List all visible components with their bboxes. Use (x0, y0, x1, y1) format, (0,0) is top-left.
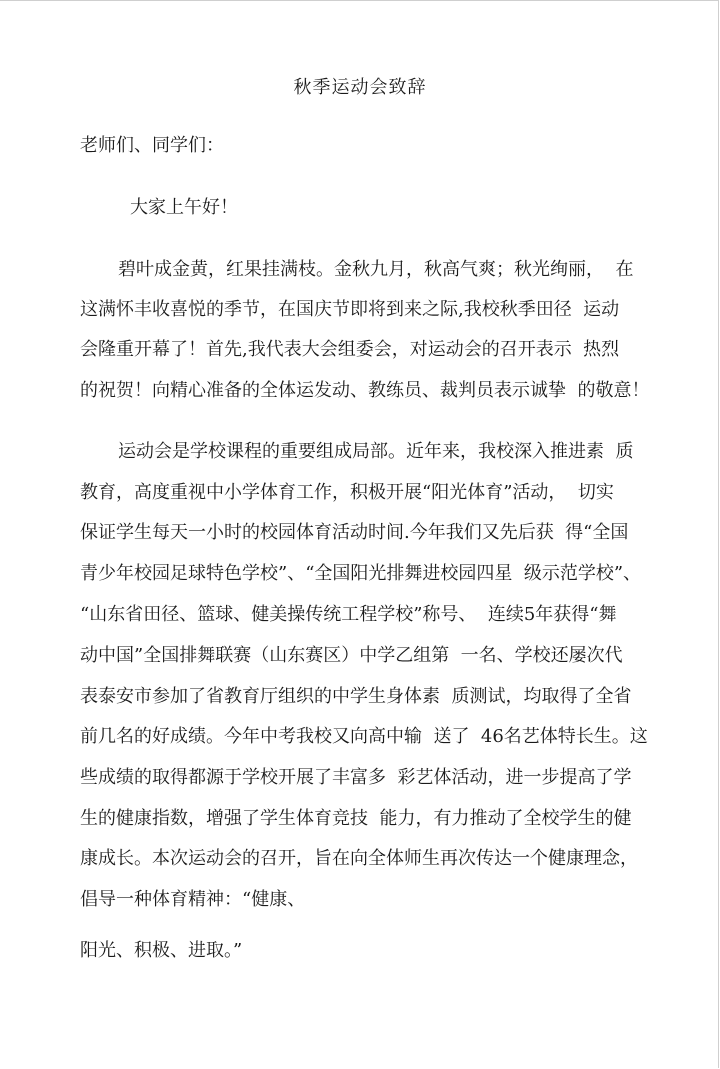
opening-greeting: 大家上午好！ (130, 197, 238, 218)
paragraph-1-line-4: 的祝贺！向精心准备的全体运发动、教练员、裁判员表示诚挚 的敬意！ (80, 380, 650, 401)
paragraph-2-line-1: 运动会是学校课程的重要组成局部。近年来，我校深入推进素 质 (118, 441, 634, 462)
paragraph-2-line-7: 表泰安市参加了省教育厅组织的中学生身体素 质测试，均取得了全省 (80, 686, 632, 707)
paragraph-1-line-2: 这满怀丰收喜悦的季节，在国庆节即将到来之际,我校秋季田径 运动 (80, 299, 620, 320)
paragraph-2-line-10: 生的健康指数，增强了学生体育竞技 能力，有力推动了全校学生的健 (80, 808, 632, 829)
paragraph-2-line-8: 前几名的好成绩。今年中考我校又向高中输 送了 46名艺体特长生。这 (80, 726, 648, 747)
paragraph-2-line-9: 些成绩的取得都源于学校开展了丰富多 彩艺体活动，进一步提高了学 (80, 767, 632, 788)
paragraph-1-line-3: 会隆重开幕了！首先,我代表大会组委会，对运动会的召开表示 热烈 (80, 339, 620, 360)
paragraph-2-line-5: “山东省田径、篮球、健美操传统工程学校”称号、 连续5年获得“舞 (80, 604, 617, 625)
paragraph-2-line-4: 青少年校园足球特色学校”、“全国阳光排舞进校园四星 级示范学校”、 (80, 563, 642, 584)
paragraph-2-line-11: 康成长。本次运动会的召开，旨在向全体师生再次传达一个健康理念， (80, 848, 638, 869)
paragraph-2-line-2: 教育，高度重视中小学体育工作，积极开展“阳光体育”活动， 切实 (80, 482, 614, 503)
salutation: 老师们、同学们： (80, 135, 224, 156)
paragraph-2-line-13: 阳光、积极、进取。” (80, 940, 243, 961)
document-title: 秋季运动会致辞 (293, 77, 427, 98)
paragraph-2-line-3: 保证学生每天一小时的校园体育活动时间.今年我们又先后获 得“全国 (80, 522, 629, 543)
paragraph-1-line-1: 碧叶成金黄，红果挂满枝。金秋九月，秋高气爽；秋光绚丽， 在 (118, 259, 634, 280)
paragraph-2-line-6: 动中国”全国排舞联赛（山东赛区）中学乙组第 一名、学校还屡次代 (80, 645, 623, 666)
paragraph-2-line-12: 倡导一种体育精神：“健康、 (80, 889, 306, 910)
